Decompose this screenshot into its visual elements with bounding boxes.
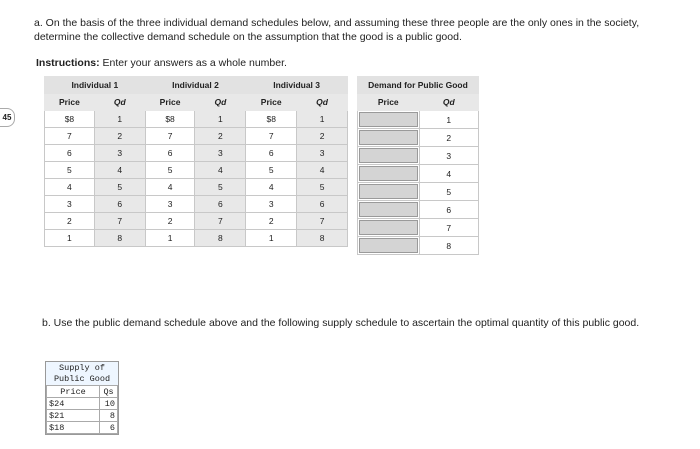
price-answer-cell <box>358 201 420 219</box>
price-cell: 1 <box>45 230 95 247</box>
table-row <box>358 201 479 219</box>
qd-cell: 7 <box>419 219 478 237</box>
price-header: Price <box>358 94 420 111</box>
table-row <box>358 129 479 147</box>
price-header: Price <box>45 94 95 111</box>
table-row <box>45 145 348 162</box>
price-answer-input[interactable] <box>359 220 418 235</box>
price-cell: 4 <box>45 179 95 196</box>
table-row <box>45 179 348 196</box>
qd-cell: 1 <box>297 111 348 128</box>
qd-cell: 2 <box>297 128 348 145</box>
supply-qs-cell: 10 <box>100 398 118 410</box>
qd-cell: 8 <box>297 230 348 247</box>
price-cell: 6 <box>246 145 297 162</box>
price-cell: 5 <box>45 162 95 179</box>
qd-cell: 6 <box>94 196 145 213</box>
table-row <box>47 422 118 434</box>
price-cell: 6 <box>45 145 95 162</box>
instructions-text: Enter your answers as a whole number. <box>99 57 287 69</box>
table-row <box>45 196 348 213</box>
price-answer-input[interactable] <box>359 112 418 127</box>
qd-cell: 3 <box>297 145 348 162</box>
qd-cell: 7 <box>94 213 145 230</box>
price-cell: 3 <box>246 196 297 213</box>
price-answer-input[interactable] <box>359 202 418 217</box>
table-row <box>47 410 118 422</box>
table-row <box>358 183 479 201</box>
price-answer-input[interactable] <box>359 184 418 199</box>
table-row <box>358 111 479 129</box>
qd-cell: 2 <box>419 129 478 147</box>
price-cell: 1 <box>246 230 297 247</box>
qd-cell: 4 <box>94 162 145 179</box>
individual-3-header: Individual 3 <box>246 77 348 94</box>
table-row <box>358 165 479 183</box>
price-cell: 3 <box>145 196 195 213</box>
price-cell: 7 <box>246 128 297 145</box>
individual-1-header: Individual 1 <box>45 77 146 94</box>
price-answer-input[interactable] <box>359 148 418 163</box>
qd-cell: 2 <box>94 128 145 145</box>
qd-header: Qd <box>297 94 348 111</box>
qd-cell: 2 <box>195 128 246 145</box>
supply-price-header: Price <box>47 386 100 398</box>
supply-price-cell: $18 <box>47 422 100 434</box>
part-b-text: b. Use the public demand schedule above and the following supply schedule to ascertain the optimal quantity of this public good. <box>42 317 640 329</box>
price-cell: $8 <box>246 111 297 128</box>
price-cell: $8 <box>145 111 195 128</box>
table-row <box>358 237 479 255</box>
price-cell: 7 <box>45 128 95 145</box>
price-answer-cell <box>358 183 420 201</box>
price-answer-cell <box>358 147 420 165</box>
part-a-text: a. On the basis of the three individual demand schedules below, and assuming these three people are the only ones in the society, determine the collective demand schedule on the assumption that the good is a public good. <box>34 17 640 43</box>
price-answer-cell <box>358 111 420 129</box>
qd-header: Qd <box>195 94 246 111</box>
supply-title-line1: Supply of <box>59 363 105 373</box>
table-row <box>45 162 348 179</box>
price-cell: 1 <box>145 230 195 247</box>
price-answer-input[interactable] <box>359 130 418 145</box>
price-answer-cell <box>358 165 420 183</box>
table-row <box>45 128 348 145</box>
qd-cell: 6 <box>195 196 246 213</box>
qd-cell: 3 <box>195 145 246 162</box>
qd-cell: 5 <box>195 179 246 196</box>
qd-cell: 1 <box>195 111 246 128</box>
price-cell: 3 <box>45 196 95 213</box>
qd-cell: 6 <box>419 201 478 219</box>
price-cell: 4 <box>145 179 195 196</box>
supply-qs-cell: 8 <box>100 410 118 422</box>
table-row <box>45 230 348 247</box>
supply-price-cell: $24 <box>47 398 100 410</box>
price-header: Price <box>246 94 297 111</box>
table-row <box>45 213 348 230</box>
supply-title-line2: Public Good <box>53 374 111 384</box>
supply-table <box>45 361 119 435</box>
public-demand-table <box>357 76 479 255</box>
instructions-label: Instructions: <box>36 57 100 69</box>
qd-cell: 4 <box>297 162 348 179</box>
qd-cell: 6 <box>297 196 348 213</box>
instructions <box>36 57 287 69</box>
price-cell: 2 <box>246 213 297 230</box>
supply-price-cell: $21 <box>47 410 100 422</box>
table-row <box>358 147 479 165</box>
table-row <box>45 111 348 128</box>
question-number-badge: 45 <box>0 108 15 127</box>
price-answer-input[interactable] <box>359 238 418 253</box>
price-answer-input[interactable] <box>359 166 418 181</box>
public-demand-header: Demand for Public Good <box>358 77 479 94</box>
supply-qs-header: Qs <box>100 386 118 398</box>
qd-cell: 5 <box>419 183 478 201</box>
supply-title <box>46 362 118 385</box>
qd-cell: 3 <box>419 147 478 165</box>
qd-cell: 4 <box>419 165 478 183</box>
table-row <box>47 398 118 410</box>
price-cell: 7 <box>145 128 195 145</box>
qd-cell: 8 <box>419 237 478 255</box>
price-cell: 5 <box>246 162 297 179</box>
price-cell: 4 <box>246 179 297 196</box>
qd-cell: 1 <box>94 111 145 128</box>
price-cell: $8 <box>45 111 95 128</box>
price-answer-cell <box>358 237 420 255</box>
price-cell: 6 <box>145 145 195 162</box>
qd-cell: 3 <box>94 145 145 162</box>
qd-cell: 5 <box>94 179 145 196</box>
individual-demand-table <box>44 76 348 247</box>
price-cell: 2 <box>45 213 95 230</box>
price-cell: 2 <box>145 213 195 230</box>
qd-cell: 8 <box>195 230 246 247</box>
qd-cell: 7 <box>297 213 348 230</box>
price-cell: 5 <box>145 162 195 179</box>
qd-cell: 1 <box>419 111 478 129</box>
qd-cell: 5 <box>297 179 348 196</box>
qd-header: Qd <box>419 94 478 111</box>
qd-cell: 7 <box>195 213 246 230</box>
price-header: Price <box>145 94 195 111</box>
qd-cell: 8 <box>94 230 145 247</box>
price-answer-cell <box>358 129 420 147</box>
supply-qs-cell: 6 <box>100 422 118 434</box>
table-row <box>358 219 479 237</box>
qd-header: Qd <box>94 94 145 111</box>
qd-cell: 4 <box>195 162 246 179</box>
price-answer-cell <box>358 219 420 237</box>
individual-2-header: Individual 2 <box>145 77 246 94</box>
